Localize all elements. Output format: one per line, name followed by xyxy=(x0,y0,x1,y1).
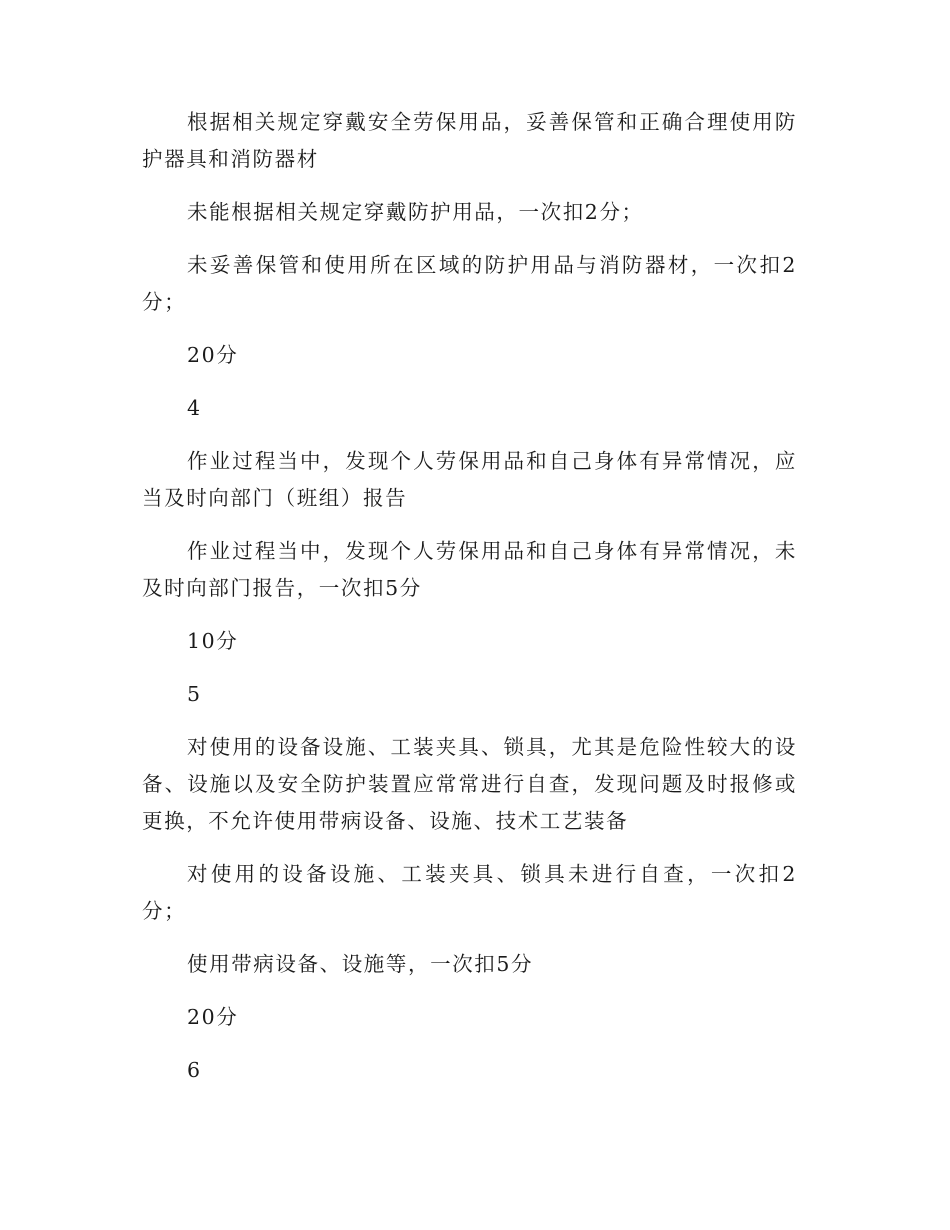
document-body xyxy=(142,104,797,1105)
score-text: 20分 xyxy=(187,1005,239,1029)
score-text: 10分 xyxy=(187,629,239,653)
penalty-text: 使用带病设备、设施等，一次扣5分 xyxy=(187,952,534,976)
penalty-text: 对使用的设备设施、工装夹具、锁具未进行自查，一次扣2分； xyxy=(142,862,797,923)
rule-text: 根据相关规定穿戴安全劳保用品，妥善保管和正确合理使用防护器具和消防器材 xyxy=(142,110,797,171)
penalty-text: 未妥善保管和使用所在区域的防护用品与消防器材，一次扣2分； xyxy=(142,253,797,314)
score-text: 20分 xyxy=(187,343,239,367)
item-number: 5 xyxy=(187,682,202,706)
rule-text: 对使用的设备设施、工装夹具、锁具，尤其是危险性较大的设备、设施以及安全防护装置应常常进行自查，发现问题及时报修或更换，不允许使用带病设备、设施、技术工艺装备 xyxy=(142,735,797,833)
rule-text: 作业过程当中，发现个人劳保用品和自己身体有异常情况，应当及时向部门（班组）报告 xyxy=(142,449,797,510)
item-number: 6 xyxy=(187,1058,202,1082)
item-number: 4 xyxy=(187,396,202,420)
penalty-text: 作业过程当中，发现个人劳保用品和自己身体有异常情况，未及时向部门报告，一次扣5分 xyxy=(142,539,797,600)
penalty-text: 未能根据相关规定穿戴防护用品，一次扣2分； xyxy=(187,200,644,224)
